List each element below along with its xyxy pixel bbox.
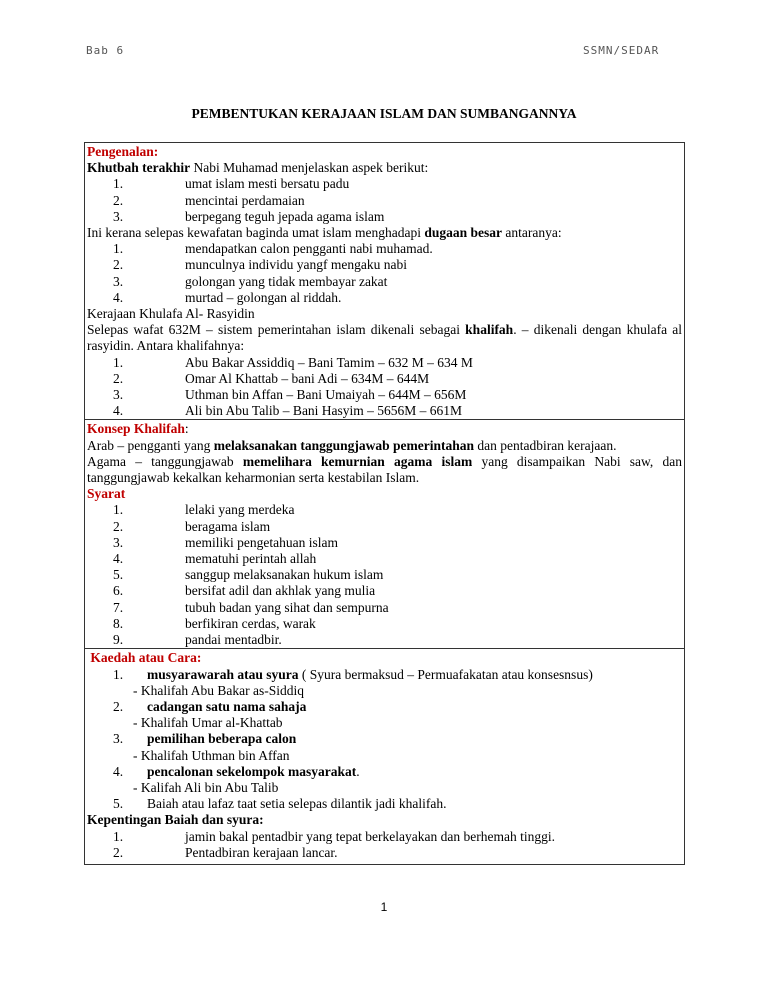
section-pengenalan: [85, 143, 684, 420]
paragraph: Arab – pengganti yang melaksanakan tanggungjawab pemerintahan dan pentadbiran kerajaan.: [87, 437, 617, 453]
list-item: 5. sanggup melaksanakan hukum islam: [113, 567, 384, 583]
header-code: SSMN/SEDAR: [583, 44, 660, 57]
kepentingan-heading: Kepentingan Baiah dan syura:: [87, 812, 264, 828]
list-item: 3. pemilihan beberapa calon: [113, 731, 297, 747]
page-number: 1: [380, 900, 388, 914]
list-item: 8. berfikiran cerdas, warak: [113, 615, 316, 631]
paragraph: Ini kerana selepas kewafatan baginda umat islam menghadapi dugaan besar antaranya:: [87, 225, 562, 241]
list-item: 4. pencalonan sekelompok masyarakat.: [113, 763, 360, 779]
section-heading: Kaedah atau Cara:: [87, 650, 202, 666]
list-subitem: - Khalifah Abu Bakar as-Siddiq: [133, 682, 304, 698]
list-subitem: - Kalifah Ali bin Abu Talib: [133, 779, 279, 795]
list-item: 9. pandai mentadbir.: [113, 632, 282, 648]
list-item: 3. berpegang teguh jepada agama islam: [113, 208, 385, 224]
list-item: 2. munculnya individu yangf mengaku nabi: [113, 257, 407, 273]
list-item: 4. Ali bin Abu Talib – Bani Hasyim – 5656M – 661M: [113, 403, 463, 419]
khutbah-line: Khutbah terakhir Nabi Muhamad menjelaskan aspek berikut:: [87, 160, 429, 176]
list-item: 3. memiliki pengetahuan islam: [113, 534, 338, 550]
list-item: 2. Pentadbiran kerajaan lancar.: [113, 844, 338, 860]
list-item: 6. bersifat adil dan akhlak yang mulia: [113, 583, 376, 599]
list-item: 1. mendapatkan calon pengganti nabi muhamad.: [113, 241, 433, 257]
section-kaedah: [85, 649, 684, 864]
paragraph: Selepas wafat 632M – sistem pemerintahan islam dikenali sebagai khalifah. – dikenali dengan khulafa al rasyidin. Antara khalifahnya:: [87, 322, 682, 354]
list-item: 7. tubuh badan yang sihat dan sempurna: [113, 599, 389, 615]
list-subitem: - Khalifah Umar al-Khattab: [133, 715, 283, 731]
syarat-heading: Syarat: [87, 486, 126, 502]
content-table: [84, 142, 685, 865]
list-item: 2. Omar Al Khattab – bani Adi – 634M – 644M: [113, 370, 430, 386]
list-item: 4. murtad – golongan al riddah.: [113, 289, 342, 305]
list-item: 1. lelaki yang merdeka: [113, 502, 295, 518]
list-item: 2. cadangan satu nama sahaja: [113, 698, 307, 714]
section-konsep-khalifah: [85, 420, 684, 649]
list-item: 1. jamin bakal pentadbir yang tepat berkelayakan dan berhemah tinggi.: [113, 828, 555, 844]
list-item: 1. musyarawarah atau syura ( Syura bermaksud – Permuafakatan atau konsesnsus): [113, 666, 593, 682]
list-item: 2. mencintai perdamaian: [113, 192, 305, 208]
list-item: 1. Abu Bakar Assiddiq – Bani Tamim – 632 M – 634 M: [113, 354, 473, 370]
list-item: 4. mematuhi perintah allah: [113, 551, 317, 567]
list-item: 3. Uthman bin Affan – Bani Umaiyah – 644M – 656M: [113, 387, 467, 403]
list-item: 5. Baiah atau lafaz taat setia selepas dilantik jadi khalifah.: [113, 796, 447, 812]
section-heading: Konsep Khalifah:: [87, 421, 189, 437]
list-item: 2. beragama islam: [113, 518, 271, 534]
page-title: PEMBENTUKAN KERAJAAN ISLAM DAN SUMBANGANNYA: [191, 106, 577, 121]
list-item: 3. golongan yang tidak membayar zakat: [113, 273, 388, 289]
paragraph: Agama – tanggungjawab memelihara kemurnian agama islam yang disampaikan Nabi saw, dan tanggungjawab kekalkan keharmonian serta kestabilan Islam.: [87, 453, 682, 486]
list-subitem: - Khalifah Uthman bin Affan: [133, 747, 290, 763]
section-heading: Pengenalan:: [87, 144, 159, 159]
paragraph: Kerajaan Khulafa Al- Rasyidin: [87, 306, 255, 322]
header-chapter: Bab 6: [86, 44, 125, 57]
list-item: 1. umat islam mesti bersatu padu: [113, 176, 350, 192]
